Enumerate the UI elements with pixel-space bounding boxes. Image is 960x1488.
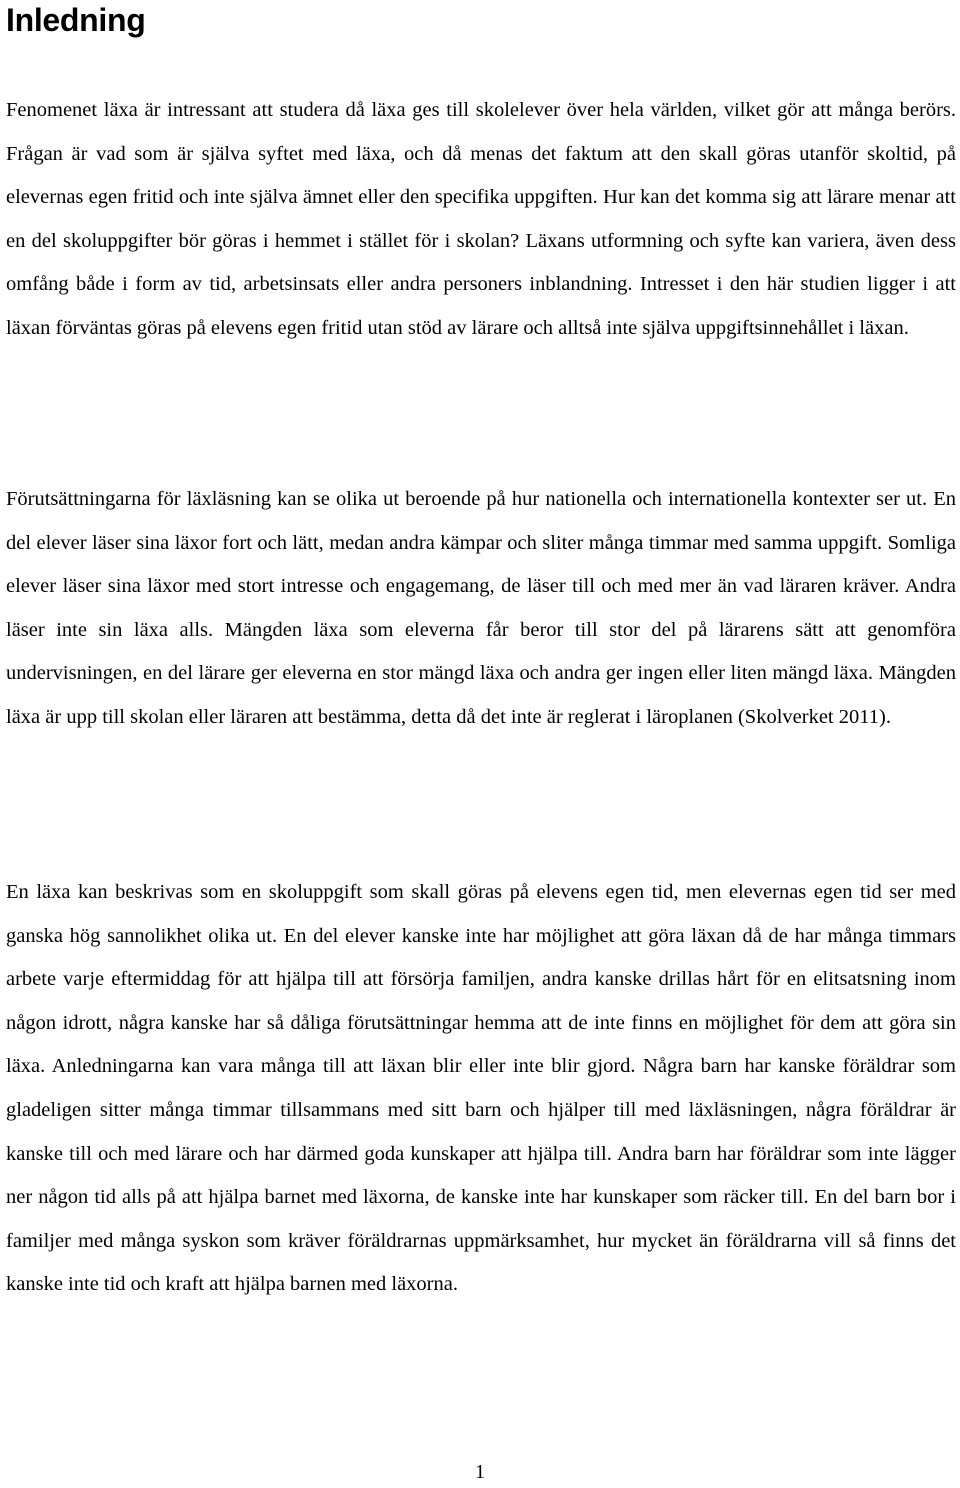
body-paragraph-2: Förutsättningarna för läxläsning kan se olika ut beroende på hur nationella och internationella kontexter ser ut. En del elever läser sina läxor fort och lätt, medan andra kämpar och sliter många timmar med samma uppgift. Somliga elever läser sina läxor med stort intresse och engagemang, de läser till och med mer än vad läraren kräver. Andra läser inte sin läxa alls. Mängden läxa som eleverna får beror till stor del på lärarens sätt att genomföra undervisningen, en del lärare ger eleverna en stor mängd läxa och andra ger ingen eller liten mängd läxa. Mängden läxa är upp till skolan eller läraren att bestämma, detta då det inte är reglerat i läroplanen (Skolverket 2011). — [6, 488, 956, 728]
section-heading: Inledning — [6, 2, 146, 38]
body-paragraph-3: En läxa kan beskrivas som en skoluppgift som skall göras på elevens egen tid, men elevernas egen tid ser med ganska hög sannolikhet olika ut. En del elever kanske inte har möjlighet att göra läxan då de har många timmars arbete varje eftermiddag för att hjälpa till att försörja familjen, andra kanske drillas hårt för en elitsatsning inom någon idrott, några kanske har så dåliga förutsättningar hemma att de inte finns en möjlighet för dem att göra sin läxa. Anledningarna kan vara många till att läxan blir eller inte blir gjord. Några barn har kanske föräldrar som gladeligen sitter många timmar tillsammans med sitt barn och hjälper till med läxläsningen, några föräldrar är kanske till och med lärare och har därmed goda kunskaper att hjälpa till. Andra barn har föräldrar som inte lägger ner någon tid alls på att hjälpa barnet med läxorna, de kanske inte har kunskaper som räcker till. En del barn bor i familjer med många syskon som kräver föräldrarnas uppmärksamhet, hur mycket än föräldrarna vill så finns det kanske inte tid och kraft att hjälpa barnen med läxorna. — [6, 881, 956, 1296]
page-number: 1 — [475, 1461, 485, 1483]
body-paragraph-1: Fenomenet läxa är intressant att studera då läxa ges till skolelever över hela världen, vilket gör att många berörs. Frågan är vad som är själva syftet med läxa, och då menas det faktum att den skall göras utanför skoltid, på elevernas egen fritid och inte själva ämnet eller den specifika uppgiften. Hur kan det komma sig att lärare menar att en del skoluppgifter bör göras i hemmet i stället för i skolan? Läxans utformning och syfte kan variera, även dess omfång både i form av tid, arbetsinsats eller andra personers inblandning. Intresset i den här studien ligger i att läxan förväntas göras på elevens egen fritid utan stöd av lärare och alltså inte själva uppgiftsinnehållet i läxan. — [6, 99, 956, 339]
